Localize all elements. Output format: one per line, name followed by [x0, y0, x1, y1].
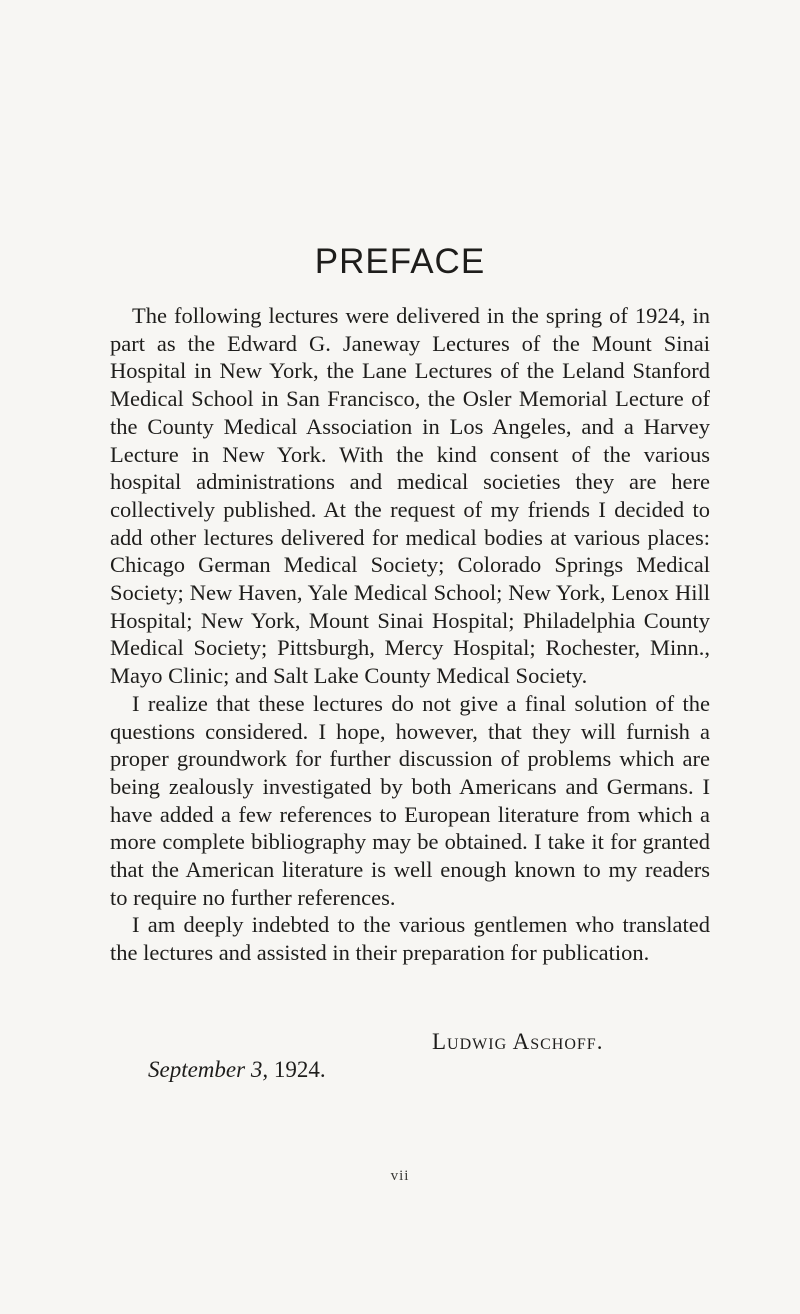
paragraph-1: The following lectures were delivered in the spring of 1924, in part as the Edward G. Janeway Lectures of the Mount Sinai Hospital in New York, the Lane Lectures of the Leland Stanford Medical School in San Francisco, the Osler Memorial Lecture of the County Medical Association in Los Angeles, and a Harvey Lecture in New York. With the kind consent of the various hospital administrations and medical societies they are here collectively published. At the request of my friends I decided to add other lectures delivered for medical bodies at various places: Chicago German Medical Society; Colorado Springs Medical Society; New Haven, Yale Medical School; New York, Lenox Hill Hospital; New York, Mount Sinai Hospital; Philadelphia County Medical Society; Pittsburgh, Mercy Hospital; Rochester, Minn., Mayo Clinic; and Salt Lake County Medical Society. [110, 303, 710, 689]
preface-date [148, 1056, 326, 1084]
paragraph-3: I am deeply indebted to the various gentlemen who translated the lectures and assisted in their preparation for publication. [110, 912, 710, 966]
date-month-day: September 3, [148, 1057, 269, 1082]
paragraph-2: I realize that these lectures do not give a final solution of the questions considered. I hope, however, that they will furnish a proper groundwork for further discussion of problems which are being zealously investigated by both Americans and Germans. I have added a few references to European literature from which a more complete bibliography may be obtained. I take it for granted that the American literature is well enough known to my readers to require no further references. [110, 690, 710, 910]
author-signature: Ludwig Aschoff. [432, 1029, 604, 1054]
date-year: 1924. [273, 1057, 326, 1082]
page-number: vii [390, 1168, 410, 1184]
page-title: PREFACE [314, 242, 486, 281]
preface-body [110, 302, 710, 967]
